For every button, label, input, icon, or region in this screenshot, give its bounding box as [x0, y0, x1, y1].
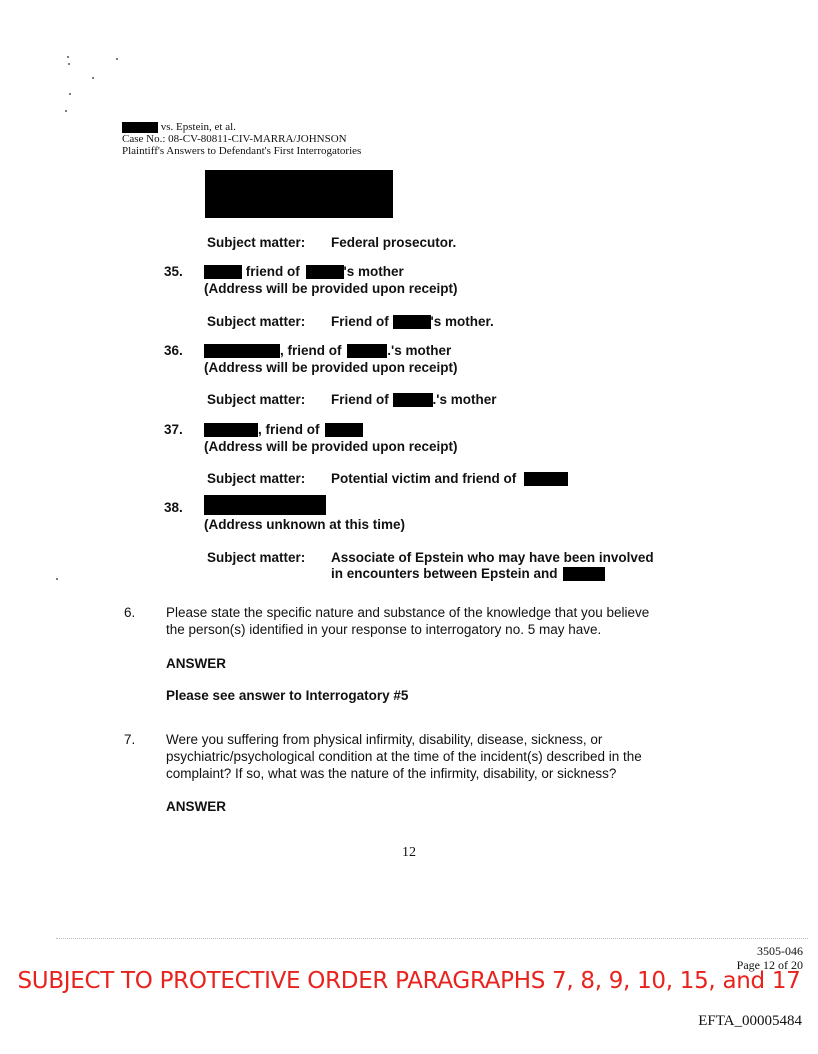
- answer-label: ANSWER: [166, 656, 226, 671]
- redaction-block: [325, 423, 363, 437]
- entry-text: , friend of: [258, 422, 320, 437]
- internal-bates: 3505-046: [757, 944, 803, 958]
- entry-number-38: 38.: [164, 500, 183, 515]
- subject-text: Federal prosecutor.: [331, 235, 457, 250]
- redaction-block: [563, 567, 605, 581]
- case-number: Case No.: 08-CV-80811-CIV-MARRA/JOHNSON: [122, 133, 347, 145]
- entry-37-address: (Address will be provided upon receipt): [204, 439, 458, 454]
- question-number-7: 7.: [124, 732, 136, 747]
- redaction-block: [205, 170, 393, 218]
- redaction-block: [347, 344, 387, 358]
- question-line: Please state the specific nature and substance of the knowledge that you believe: [166, 605, 650, 620]
- redaction-block: [204, 265, 242, 279]
- redaction-block: [122, 122, 158, 133]
- question-7-text: [166, 731, 642, 782]
- entry-number-37: 37.: [164, 422, 183, 437]
- redaction-block: [524, 472, 568, 486]
- scan-speck: [92, 77, 94, 79]
- question-number-6: 6.: [124, 605, 136, 620]
- subject-text: .'s mother: [432, 392, 497, 407]
- question-line: psychiatric/psychological condition at the time of the incident(s) described in the: [166, 749, 642, 764]
- entry-35-address: (Address will be provided upon receipt): [204, 281, 458, 296]
- document-title: Plaintiff's Answers to Defendant's First Interrogatories: [122, 145, 362, 157]
- subject-label: Subject matter:: [207, 314, 306, 329]
- subject-line-cont: [331, 566, 605, 582]
- page-number: 12: [402, 845, 416, 860]
- scan-speck: [56, 578, 58, 580]
- question-6-text: [166, 604, 649, 638]
- subject-text: 's mother.: [430, 314, 494, 329]
- subject-line: [207, 392, 497, 408]
- scan-speck: [69, 93, 71, 95]
- subject-label: Subject matter:: [207, 550, 306, 565]
- entry-number-35: 35.: [164, 264, 183, 279]
- subject-text: Associate of Epstein who may have been involved: [331, 550, 654, 565]
- redaction-block: [204, 495, 326, 515]
- subject-label: Subject matter:: [207, 392, 306, 407]
- protective-order-notice: SUBJECT TO PROTECTIVE ORDER PARAGRAPHS 7, 8, 9, 10, 15, and 17: [17, 968, 801, 994]
- redaction-block: [306, 265, 344, 279]
- page-of-total: Page 12 of 20: [736, 958, 803, 972]
- subject-label: Subject matter:: [207, 471, 306, 486]
- question-line: Were you suffering from physical infirmity, disability, disease, sickness, or: [166, 732, 603, 747]
- entry-number-36: 36.: [164, 343, 183, 358]
- scan-speck: [67, 56, 69, 58]
- entry-36-address: (Address will be provided upon receipt): [204, 360, 458, 375]
- subject-line: [207, 550, 654, 566]
- subject-text: in encounters between Epstein and: [331, 566, 558, 581]
- scan-speck: [116, 58, 118, 60]
- answer-label: ANSWER: [166, 799, 226, 814]
- bates-number: EFTA_00005484: [698, 1013, 802, 1029]
- entry-35-name-line: [204, 264, 404, 280]
- case-caption: [122, 121, 361, 157]
- redaction-block: [393, 393, 433, 407]
- footer-separator: [56, 938, 808, 939]
- redaction-block: [393, 315, 431, 329]
- scan-speck: [65, 110, 67, 112]
- redaction-block: [204, 423, 258, 437]
- subject-line: [207, 471, 568, 487]
- redaction-block: [204, 344, 280, 358]
- subject-text: Friend of: [331, 392, 389, 407]
- question-line: the person(s) identified in your response to interrogatory no. 5 may have.: [166, 622, 602, 637]
- scan-speck: [68, 63, 70, 65]
- subject-line: [207, 235, 456, 251]
- entry-text: 's mother: [343, 264, 404, 279]
- subject-text: Friend of: [331, 314, 389, 329]
- caption-line-1: [122, 121, 361, 133]
- subject-line: [207, 314, 494, 330]
- entry-text: , friend of: [280, 343, 342, 358]
- answer-text: Please see answer to Interrogatory #5: [166, 688, 409, 703]
- entry-37-name-line: [204, 422, 363, 438]
- entry-38-address: (Address unknown at this time): [204, 517, 406, 532]
- question-line: complaint? If so, what was the nature of the infirmity, disability, or sickness?: [166, 766, 617, 781]
- subject-label: Subject matter:: [207, 235, 306, 250]
- entry-text: .'s mother: [387, 343, 452, 358]
- entry-text: friend of: [245, 264, 300, 279]
- entry-36-name-line: [204, 343, 451, 359]
- subject-text: Potential victim and friend of: [331, 471, 517, 486]
- caption-parties: vs. Epstein, et al.: [160, 121, 236, 133]
